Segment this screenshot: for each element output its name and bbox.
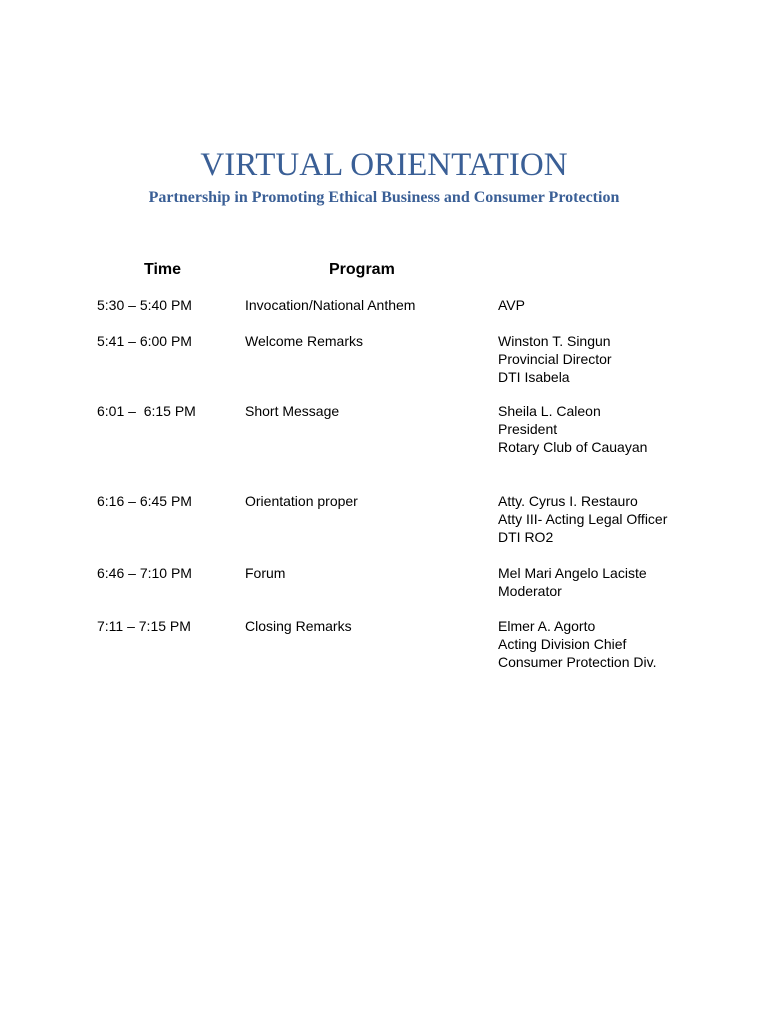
- speaker-line: AVP: [498, 297, 525, 313]
- row-program: Invocation/National Anthem: [245, 297, 416, 313]
- page-subtitle: Partnership in Promoting Ethical Business and Consumer Protection: [148, 189, 620, 206]
- speaker-line: Sheila L. Caleon: [498, 403, 601, 419]
- row-time: 5:41 – 6:00 PM: [97, 333, 192, 349]
- speaker-line: DTI RO2: [498, 529, 554, 545]
- row-speaker: [498, 402, 647, 456]
- speaker-line: Mel Mari Angelo Laciste: [498, 565, 647, 581]
- row-speaker: [498, 492, 667, 546]
- row-speaker: [498, 332, 612, 386]
- speaker-line: Moderator: [498, 583, 562, 599]
- page-title: VIRTUAL ORIENTATION: [200, 147, 568, 183]
- column-header-time: Time: [144, 261, 182, 278]
- row-program: Forum: [245, 565, 286, 581]
- row-program: Short Message: [245, 403, 340, 419]
- speaker-line: Elmer A. Agorto: [498, 618, 596, 634]
- column-header-program: Program: [329, 261, 395, 278]
- row-program: Orientation proper: [245, 493, 358, 509]
- row-time: 6:46 – 7:10 PM: [97, 565, 192, 581]
- row-speaker: [498, 564, 647, 600]
- speaker-line: Atty III- Acting Legal Officer: [498, 511, 668, 527]
- row-speaker: [498, 296, 525, 314]
- row-program: Welcome Remarks: [245, 333, 363, 349]
- speaker-line: Rotary Club of Cauayan: [498, 439, 648, 455]
- row-time: 6:01 – 6:15 PM: [97, 403, 196, 419]
- row-time: 7:11 – 7:15 PM: [97, 618, 191, 634]
- speaker-line: Winston T. Singun: [498, 333, 611, 349]
- row-speaker: [498, 617, 656, 671]
- speaker-line: DTI Isabela: [498, 369, 570, 385]
- speaker-line: Acting Division Chief: [498, 636, 627, 652]
- speaker-line: Provincial Director: [498, 351, 612, 367]
- speaker-line: Atty. Cyrus I. Restauro: [498, 493, 638, 509]
- row-time: 6:16 – 6:45 PM: [97, 493, 192, 509]
- speaker-line: Consumer Protection Div.: [498, 654, 657, 670]
- row-program: Closing Remarks: [245, 618, 352, 634]
- row-time: 5:30 – 5:40 PM: [97, 297, 192, 313]
- speaker-line: President: [498, 421, 558, 437]
